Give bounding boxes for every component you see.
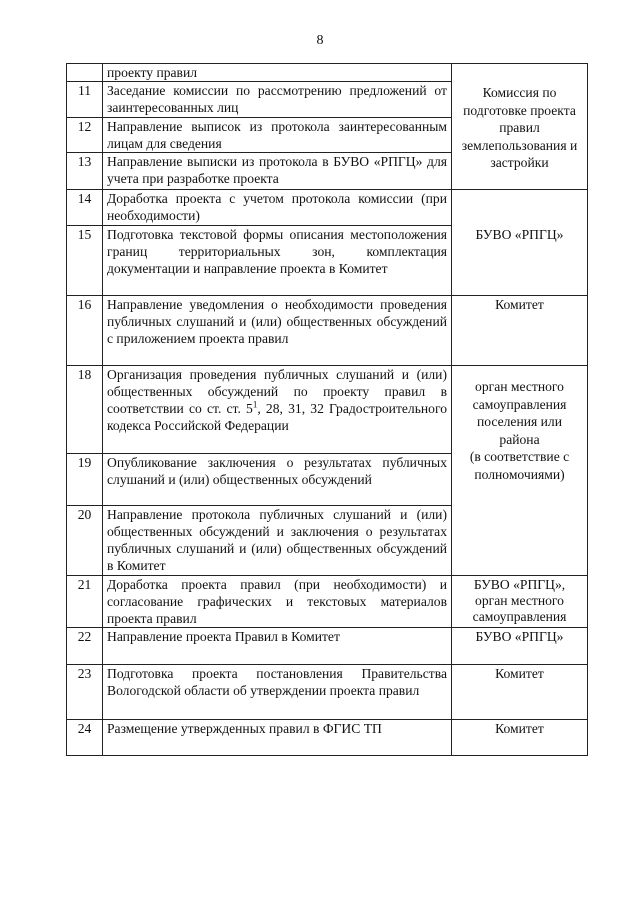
table-row <box>67 366 588 454</box>
row-description: Доработка проекта с учетом протокола комиссии (при необходимости) <box>103 190 452 226</box>
responsible-buvo: БУВО «РПГЦ» <box>452 190 588 296</box>
row-description-text: Организация проведения публичных слушаний и (или) общественных обсуждений по проекту правил в соответствии со ст. ст. 5 <box>107 367 447 416</box>
row-number: 13 <box>67 153 103 190</box>
row-number: 14 <box>67 190 103 226</box>
local-gov-name: орган местного самоуправления поселения или района <box>472 379 567 447</box>
table-row <box>67 665 588 720</box>
page-number: 8 <box>316 33 324 48</box>
row-number: 23 <box>67 665 103 720</box>
article-superscript: 1 <box>252 399 258 410</box>
row-number: 16 <box>67 296 103 366</box>
row-description: Подготовка текстовой формы описания местоположения границ территориальных зон, комплектация документации и направление проекта в Комитет <box>103 226 452 296</box>
row-description: Направление выписок из протокола заинтересованным лицам для сведения <box>103 118 452 153</box>
table-row <box>67 190 588 226</box>
row-number: 24 <box>67 720 103 756</box>
row-description-text: , 28, 31, 32 Градостроительного кодекса Российской Федерации <box>107 401 448 433</box>
responsible-committee: Комитет <box>452 665 588 720</box>
row-number <box>67 64 103 82</box>
row-number: 19 <box>67 454 103 506</box>
row-description: Направление выписки из протокола в БУВО «РПГЦ» для учета при разработке проекта <box>103 153 452 190</box>
table-row <box>67 296 588 366</box>
responsible-buvo: БУВО «РПГЦ» <box>452 628 588 665</box>
responsible-committee: Комитет <box>452 720 588 756</box>
row-description: Размещение утвержденных правил в ФГИС ТП <box>103 720 452 756</box>
responsible-local-government <box>452 366 588 576</box>
responsible-buvo-and-local: БУВО «РПГЦ», орган местного самоуправления <box>452 576 588 628</box>
row-description: проекту правил <box>103 64 452 82</box>
row-number: 12 <box>67 118 103 153</box>
table-row <box>67 576 588 628</box>
responsible-committee: Комитет <box>452 296 588 366</box>
table-row <box>67 720 588 756</box>
row-description: Заседание комиссии по рассмотрению предложений от заинтересованных лиц <box>103 82 452 118</box>
row-number: 11 <box>67 82 103 118</box>
row-description <box>103 366 452 454</box>
responsible-commission: Комиссия по подготовке проекта правил землепользования и застройки <box>452 64 588 190</box>
row-description: Направление уведомления о необходимости проведения публичных слушаний и (или) общественных обсуждений с приложением проекта правил <box>103 296 452 366</box>
row-description: Направление протокола публичных слушаний и (или) общественных обсуждений и заключения о результатах публичных слушаний и (или) общественных обсуждений в Комитет <box>103 506 452 576</box>
table-row <box>67 628 588 665</box>
row-description: Доработка проекта правил (при необходимости) и согласование графических и текстовых материалов проекта правил <box>103 576 452 628</box>
table-row <box>67 64 588 82</box>
local-gov-note: (в соответствие с полномочиями) <box>469 449 570 482</box>
row-description: Опубликование заключения о результатах публичных слушаний и (или) общественных обсуждений <box>103 454 452 506</box>
row-description: Подготовка проекта постановления Правительства Вологодской области об утверждении проекта правил <box>103 665 452 720</box>
procedure-table <box>66 63 588 756</box>
row-number: 15 <box>67 226 103 296</box>
row-description: Направление проекта Правил в Комитет <box>103 628 452 665</box>
row-number: 22 <box>67 628 103 665</box>
row-number: 20 <box>67 506 103 576</box>
row-number: 18 <box>67 366 103 454</box>
row-number: 21 <box>67 576 103 628</box>
